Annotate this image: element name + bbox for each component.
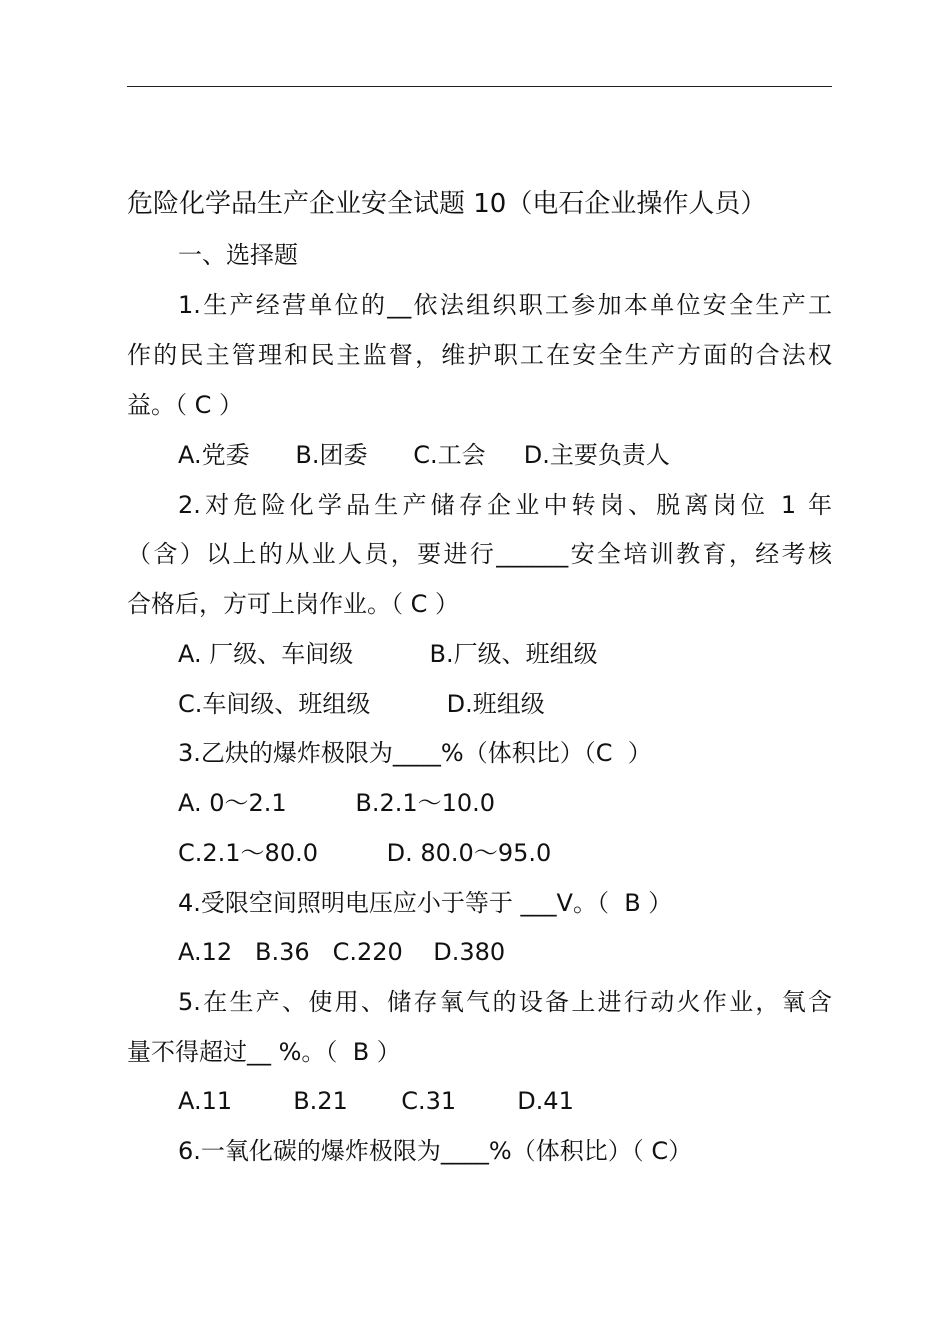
question-1-line-2: 作的民主管理和民主监督，维护职工在安全生产方面的合法权 [127, 341, 832, 369]
question-4-options: A.12 B.36 C.220 D.380 [178, 938, 506, 966]
question-2-line-3: 合格后，方可上岗作业。（ C ） [127, 590, 460, 618]
question-6-line-1: 6.一氧化碳的爆炸极限为____%（体积比）（ C） [178, 1137, 693, 1165]
question-2-options-1: A. 厂级、车间级 B.厂级、班组级 [178, 640, 598, 668]
document-title: 危险化学品生产企业安全试题 10（电石企业操作人员） [127, 189, 767, 219]
question-5-line-2: 量不得超过__ %。（ B ） [127, 1038, 401, 1066]
question-4-line-1: 4.受限空间照明电压应小于等于 ___V。（ B ） [178, 889, 673, 917]
question-2-options-2: C.车间级、班组级 D.班组级 [178, 690, 545, 718]
question-1-options: A.党委 B.团委 C.工会 D.主要负责人 [178, 441, 670, 469]
question-1-line-1: 1.生产经营单位的__依法组织职工参加本单位安全生产工 [178, 291, 832, 319]
question-3-options-1: A. 0～2.1 B.2.1～10.0 [178, 789, 496, 817]
section-heading: 一、选择题 [178, 241, 298, 269]
question-2-line-2: （含）以上的从业人员，要进行______安全培训教育，经考核 [127, 540, 832, 568]
question-3-line-1: 3.乙炔的爆炸极限为____%（体积比）（C ） [178, 739, 652, 767]
question-5-line-1: 5.在生产、使用、储存氧气的设备上进行动火作业，氧含 [178, 988, 832, 1016]
question-5-options: A.11 B.21 C.31 D.41 [178, 1087, 574, 1115]
question-3-options-2: C.2.1～80.0 D. 80.0～95.0 [178, 839, 552, 867]
question-1-line-3: 益。（ C ） [127, 391, 244, 419]
question-2-line-1: 2.对危险化学品生产储存企业中转岗、脱离岗位 1 年 [178, 491, 832, 519]
header-rule [127, 86, 832, 87]
